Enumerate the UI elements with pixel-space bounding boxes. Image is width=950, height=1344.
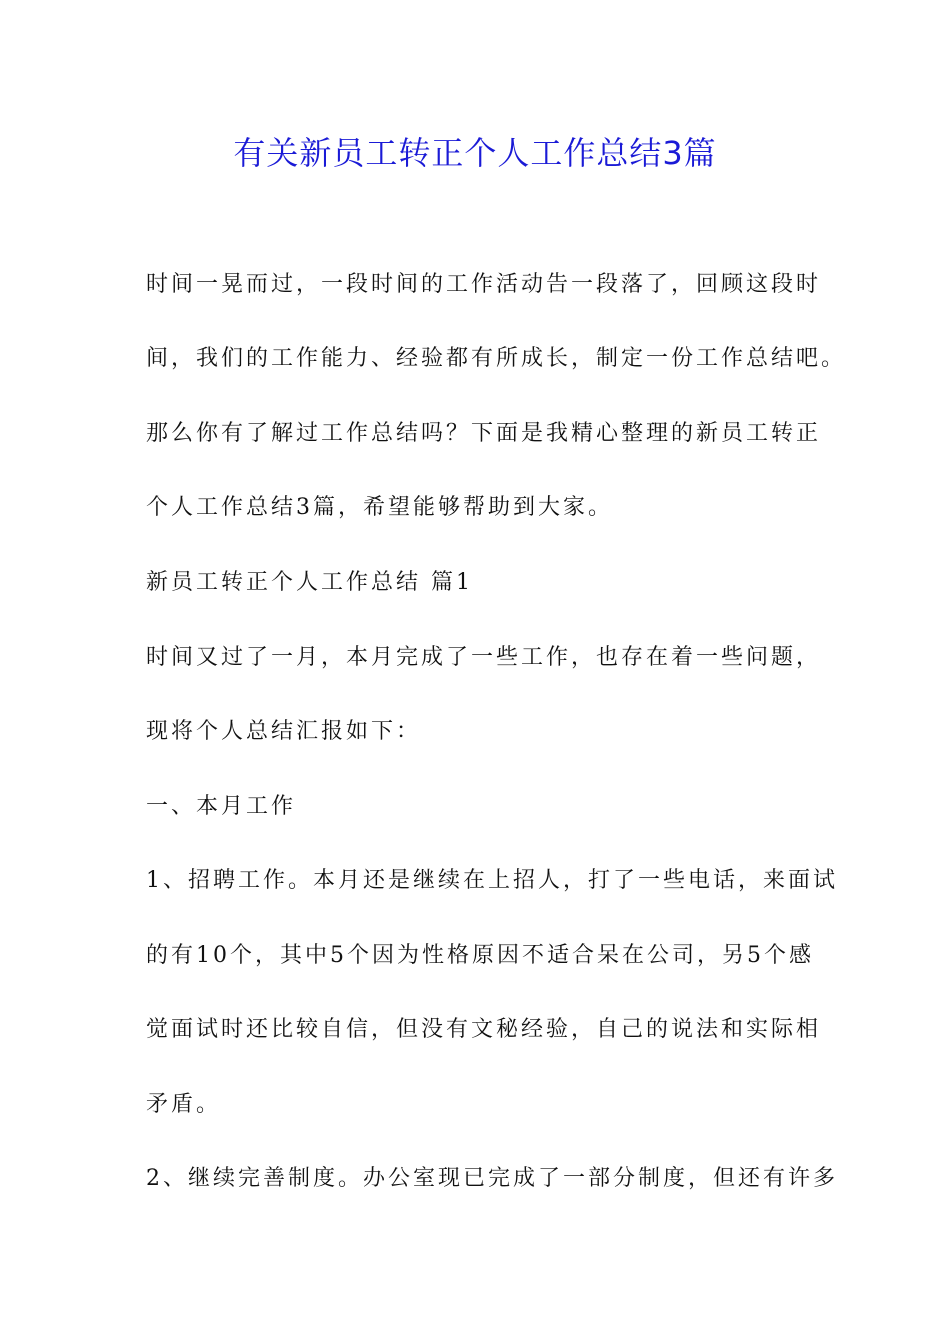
paragraph-line-5: 时间又过了一月，本月完成了一些工作，也存在着一些问题， <box>146 645 822 670</box>
document-title: 有关新员工转正个人工作总结3篇 <box>233 134 717 172</box>
paragraph-line-8: 的有10个，其中5个因为性格原因不适合呆在公司，另5个感 <box>146 943 814 968</box>
paragraph-line-6: 现将个人总结汇报如下： <box>146 719 422 744</box>
paragraph-line-7: 1、招聘工作。本月还是继续在上招人，打了一些电话，来面试 <box>146 868 838 893</box>
paragraph-line-11: 2、继续完善制度。办公室现已完成了一部分制度，但还有许多 <box>146 1166 838 1191</box>
paragraph-line-3: 那么你有了解过工作总结吗？下面是我精心整理的新员工转正 <box>146 421 822 446</box>
paragraph-line-4: 个人工作总结3篇，希望能够帮助到大家。 <box>146 495 613 520</box>
paragraph-line-1: 时间一晃而过，一段时间的工作活动告一段落了，回顾这段时 <box>146 272 822 297</box>
paragraph-line-9: 觉面试时还比较自信，但没有文秘经验，自己的说法和实际相 <box>146 1017 822 1042</box>
paragraph-line-10: 矛盾。 <box>146 1092 222 1117</box>
section-heading-1: 新员工转正个人工作总结 篇1 <box>146 570 473 595</box>
subheading-monthly-work: 一、本月工作 <box>146 794 297 819</box>
paragraph-line-2: 间，我们的工作能力、经验都有所成长，制定一份工作总结吧。 <box>146 346 847 371</box>
